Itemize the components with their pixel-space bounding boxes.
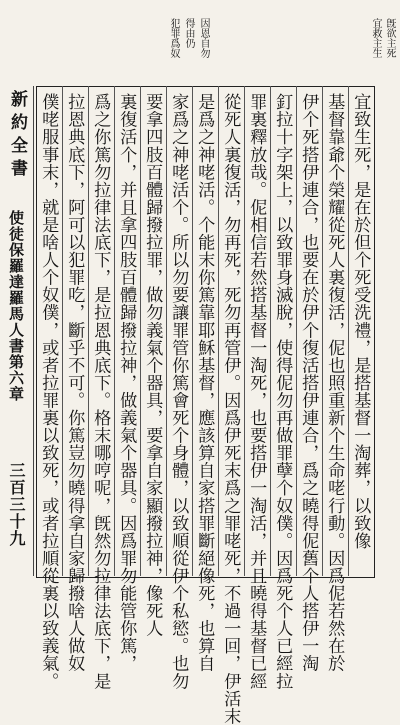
body-column-10: 裏復活个，并且拿四肢百體歸撥拉神，做義氣个器具。因爲罪勿能管你篤， [116,93,137,673]
body-column-8: 家爲之神咾活个。所以勿要讓罪管你篤會死个身體，以致順從伊个私慾。也勿 [168,93,189,690]
header-note: 因恩自勿 [198,18,209,58]
column-rule [296,86,297,576]
body-column-5: 罪裏釋放哉。伲相信若然搭基督一淘死，也要搭伊一淘活，并且曉得基督已經 [246,93,267,690]
margin-rule [33,86,34,576]
column-rule [244,86,245,576]
body-column-13: 僕咾服事末，就是啥人个奴僕，或者拉罪裏以致死，或者拉順從裏以致義氣。 [38,93,59,690]
book-title: 新約全書 [7,90,27,182]
body-column-9: 要拿四肢百體歸撥拉罪，做勿義氣个器具，要拿自家顯撥拉神，像死人 [142,93,163,638]
header-note: 得由仍 [183,18,194,48]
page-number: 三百三十九 [7,462,26,547]
column-rule [62,86,63,576]
body-column-1: 宜致生死，是在於但个死受洗禮，是搭基督一淘葬，以致像 [350,93,371,550]
column-rule [114,86,115,576]
body-column-4: 釘拉十字架上，以致罪身滅脫，使得伲勿再做罪孽个奴僕。因爲死个人已經拉 [272,93,293,690]
body-column-12: 拉恩典底下，阿可以犯罪吃，斷乎不可。你篤豈勿曉得拿自家歸撥啥人做奴 [64,93,85,673]
chapter-title: 使徒保羅達羅馬人書第六章 [7,210,25,402]
column-rule [348,86,349,576]
column-rule [192,86,193,576]
column-rule [88,86,89,576]
header-note: 宜救主生 [370,18,381,58]
column-rule [270,86,271,576]
column-rule [166,86,167,576]
body-column-7: 是爲之神咾活。个能末你篤靠耶穌基督，應該算自家搭罪斷絕像死，也算自 [194,93,215,673]
header-note: 犯罪爲奴 [168,18,179,58]
body-column-6: 從死人裏復活，勿再死，死勿再管伊。因爲伊死末爲之罪咾死，不過一回，伊活末 [220,93,241,725]
column-rule [218,86,219,576]
body-column-11: 爲之你篤勿拉律法底下，是拉恩典底下。格末哪哼呢，旣然勿拉律法底下，是 [90,93,111,690]
column-rule [140,86,141,576]
column-rule [322,86,323,576]
header-note: 旣欲主死 [384,18,395,58]
body-column-3: 伊个死搭伊連合，也要在於伊个復活搭伊連合，爲之曉得伲舊个人搭伊一淘 [298,93,319,673]
body-column-2: 基督靠爺个榮耀從死人裏復活，伲也照重新个生命咾行動。因爲伲若然在於 [324,93,345,673]
